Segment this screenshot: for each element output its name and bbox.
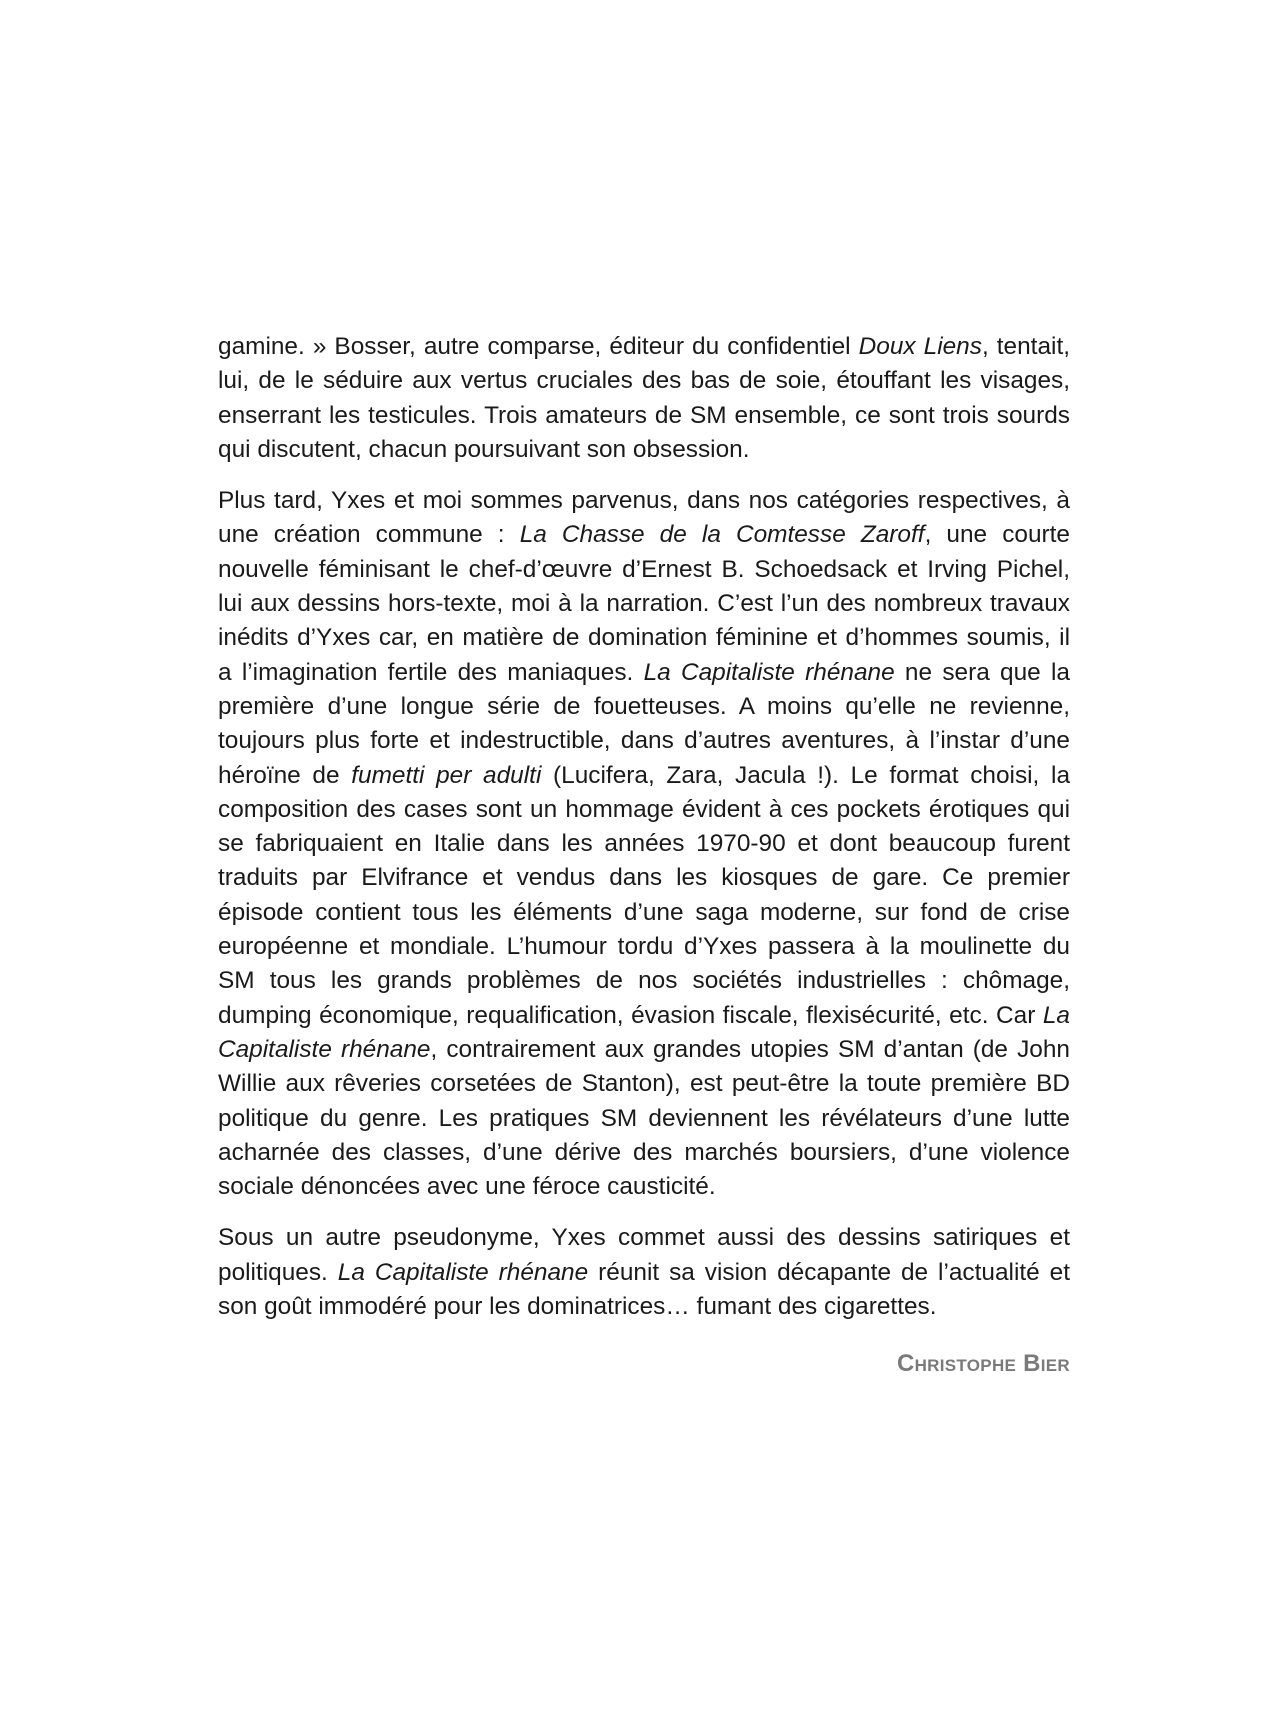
- text-run: Sous un autre pseudonyme, Yxes commet aussi des dessins satiriques et politiques.: [218, 1224, 1070, 1286]
- paragraph-3: [218, 1221, 1070, 1324]
- text-run: gamine. » Bosser, autre comparse, éditeur du confidentiel: [218, 333, 859, 360]
- italic-title: La Chasse de la Comtesse Zaroff: [519, 521, 925, 549]
- author-signature: Christophe Bier: [896, 1350, 1070, 1378]
- body-text: [218, 330, 1070, 1378]
- paragraph-2: [218, 484, 1070, 1204]
- italic-title: La Capitaliste rhénane: [218, 1001, 1070, 1063]
- text-run: , une courte nouvelle féminisant le chef-d’œuvre d’Ernest B. Schoedsack et Irving Pichel, lui aux dessins hors-texte, moi à la narration. C’est l’un des nombreux travaux inédits d’Yxes car, en matière de domination féminine et d’hommes soumis, il a l’imagination fertile des maniaques.: [218, 521, 1070, 686]
- text-run: Plus tard, Yxes et moi sommes parvenus, dans nos catégories respectives, à une création commune :: [218, 487, 1070, 549]
- text-run: réunit sa vision décapante de l’actualité et son goût immodéré pour les dominatrices… fumant des cigarettes.: [218, 1258, 1070, 1321]
- italic-title: La Capitaliste rhénane: [643, 658, 895, 686]
- text-run: , tentait, lui, de le séduire aux vertus cruciales des bas de soie, étouffant les visages, enserrant les testicules. Trois amateurs de SM ensemble, ce sont trois sourds qui discutent, chacun poursuivant son obsession.: [218, 333, 1070, 463]
- italic-title: Doux Liens: [858, 333, 982, 360]
- text-run: (Lucifera, Zara, Jacula !). Le format choisi, la composition des cases sont un hommage évident à ces pockets érotiques qui se fabriquaient en Italie dans les années 1970-90 et dont beaucoup furent traduits par Elvifrance et vendus dans les kiosques de gare. Ce premier épisode contient tous les éléments d’une saga moderne, sur fond de crise européenne et mondiale. L’humour tordu d’Yxes passera à la moulinette du SM tous les grands problèmes de nos sociétés industrielles : chômage, dumping économique, requalification, évasion fiscale, flexisécurité, etc. Car: [218, 761, 1071, 1029]
- paragraph-1: [218, 330, 1070, 467]
- text-run: ne sera que la première d’une longue série de fouetteuses. A moins qu’elle ne revienne, toujours plus forte et indestructible, dans d’autres aventures, à l’instar d’une héroïne de: [218, 658, 1071, 789]
- italic-title: fumetti per adulti: [351, 761, 542, 789]
- text-run: , contrairement aux grandes utopies SM d’antan (de John Willie aux rêveries corsetées de Stanton), est peut-être la toute première BD politique du genre. Les pratiques SM deviennent les révélateurs d’une lutte acharnée des classes, d’une dérive des marchés boursiers, d’une violence sociale dénoncées avec une féroce causticité.: [218, 1035, 1070, 1201]
- italic-title: La Capitaliste rhénane: [337, 1258, 589, 1286]
